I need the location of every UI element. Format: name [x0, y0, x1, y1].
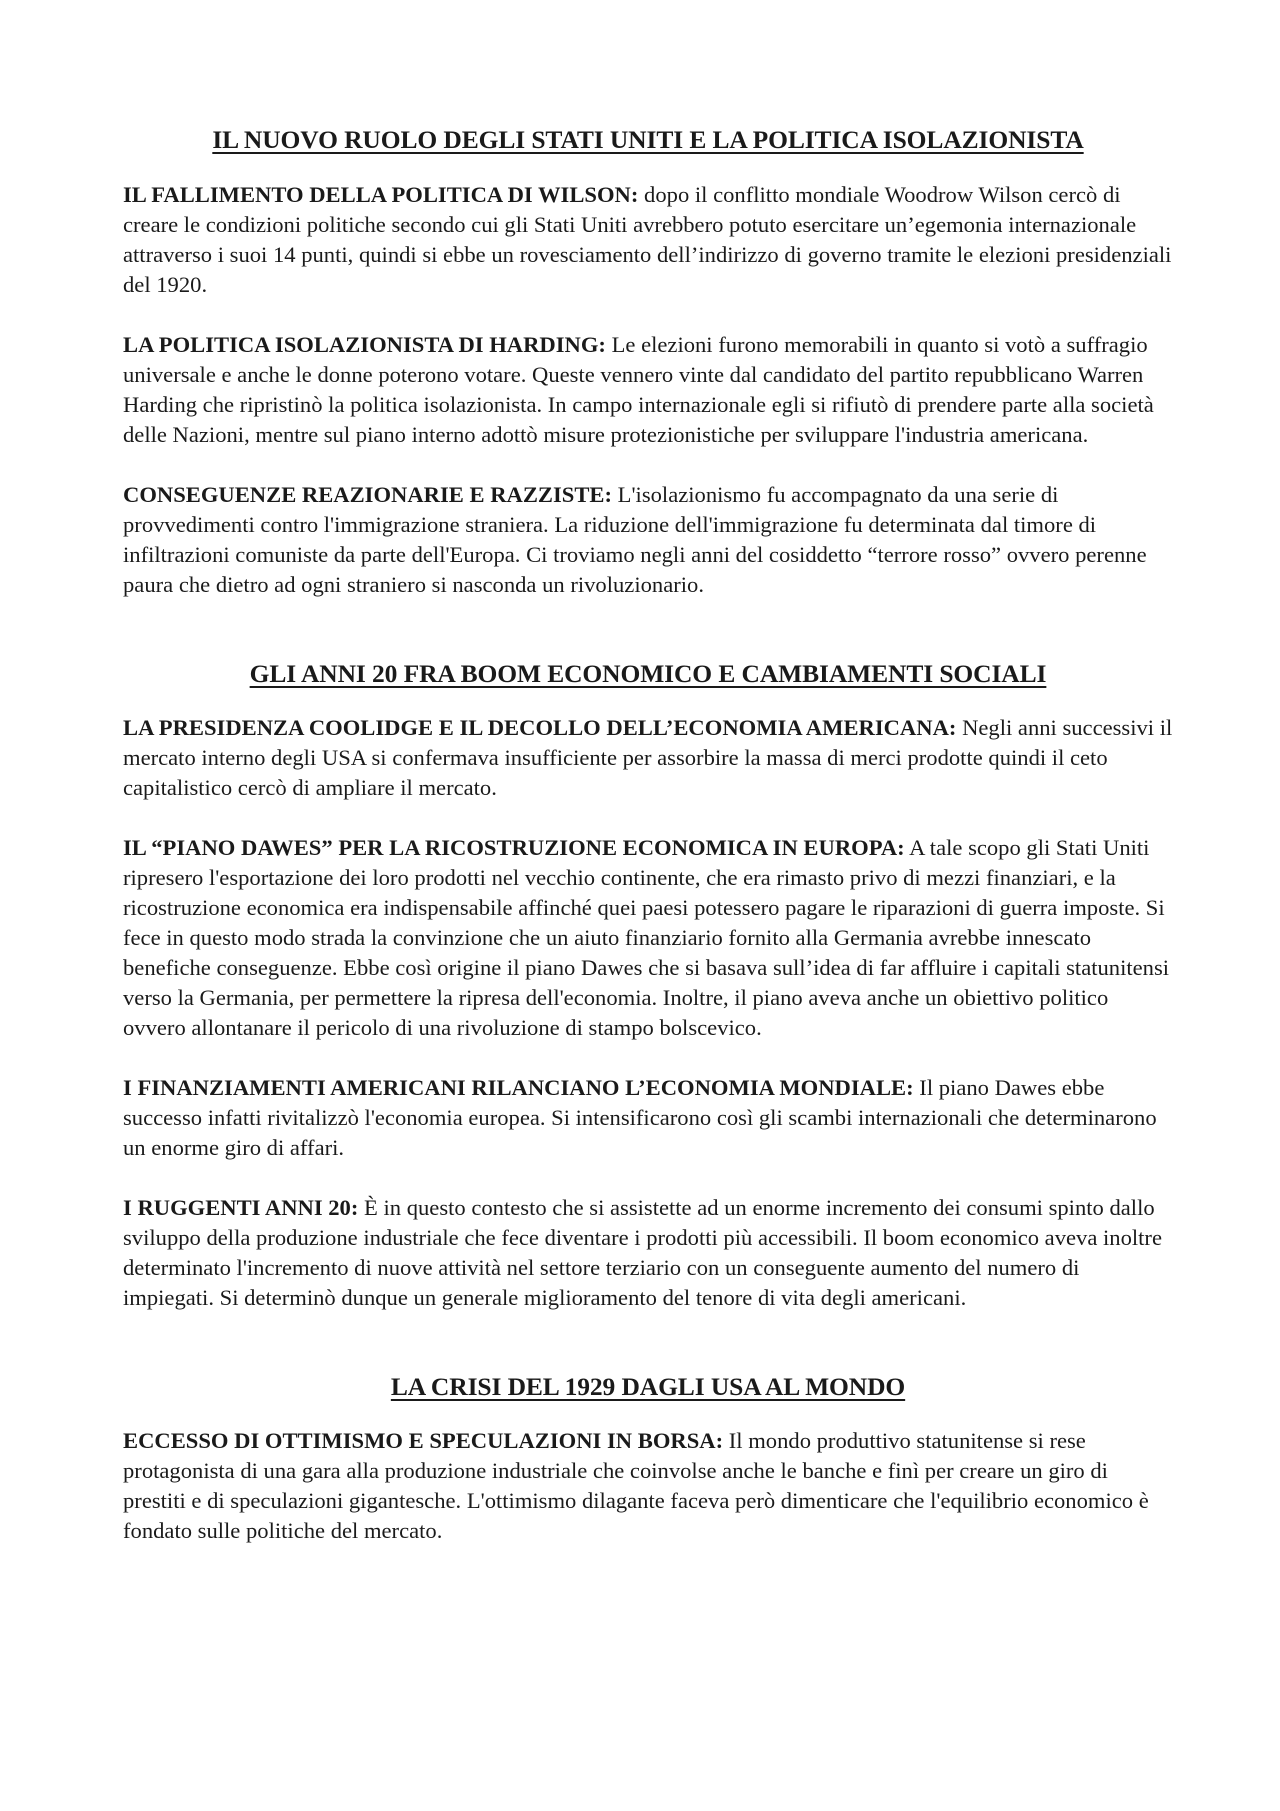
paragraph-conseguenze: [123, 480, 1173, 600]
paragraph-text: Le elezioni furono memorabili in quanto si votò a suffragio universale e anche le donne poterono votare. Queste vennero vinte dal candidato del partito repubblicano Warren Harding che ripristinò la politica isolazionista. In campo internazionale egli si rifiutò di prendere parte alla società delle Nazioni, mentre sul piano interno adottò misure protezionistiche per sviluppare l'industria americana.: [123, 332, 1154, 447]
paragraph-text: Negli anni successivi il mercato interno degli USA si confermava insufficiente per assorbire la massa di merci prodotte quindi il ceto capitalistico cercò di ampliare il mercato.: [123, 715, 1173, 800]
document-page: [123, 118, 1173, 1576]
paragraph-wilson: [123, 180, 1173, 300]
paragraph-heading: I RUGGENTI ANNI 20:: [123, 1195, 359, 1220]
paragraph-ruggenti: [123, 1193, 1173, 1313]
paragraph-heading: ECCESSO DI OTTIMISMO E SPECULAZIONI IN BORSA:: [123, 1428, 724, 1453]
paragraph-text: Il mondo produttivo statunitense si rese protagonista di una gara alla produzione industriale che coinvolse anche le banche e finì per creare un giro di prestiti e di speculazioni gigantesche. L'ottimismo dilagante faceva però dimenticare che l'equilibrio economico è fondato sulle politiche del mercato.: [123, 1428, 1149, 1543]
paragraph-text: Il piano Dawes ebbe successo infatti rivitalizzò l'economia europea. Si intensificarono così gli scambi internazionali che determinarono un enorme giro di affari.: [123, 1075, 1157, 1160]
paragraph-heading: I FINANZIAMENTI AMERICANI RILANCIANO L’ECONOMIA MONDIALE:: [123, 1075, 914, 1100]
paragraph-finanziamenti: [123, 1073, 1173, 1163]
section-title: LA CRISI DEL 1929 DAGLI USA AL MONDO: [390, 1372, 906, 1401]
paragraph-harding: [123, 330, 1173, 450]
paragraph-text: dopo il conflitto mondiale Woodrow Wilson cercò di creare le condizioni politiche secondo cui gli Stati Uniti avrebbero potuto esercitare un’egemonia internazionale attraverso i suoi 14 punti, quindi si ebbe un rovesciamento dell’indirizzo di governo tramite le elezioni presidenziali del 1920.: [123, 182, 1172, 297]
paragraph-heading: LA PRESIDENZA COOLIDGE E IL DECOLLO DELL’ECONOMIA AMERICANA:: [123, 715, 957, 740]
paragraph-heading: CONSEGUENZE REAZIONARIE E RAZZISTE:: [123, 482, 613, 507]
section-title: IL NUOVO RUOLO DEGLI STATI UNITI E LA POLITICA ISOLAZIONISTA: [212, 125, 1084, 154]
paragraph-heading: IL “PIANO DAWES” PER LA RICOSTRUZIONE ECONOMICA IN EUROPA:: [123, 835, 905, 860]
paragraph-heading: LA POLITICA ISOLAZIONISTA DI HARDING:: [123, 332, 606, 357]
paragraph-text: A tale scopo gli Stati Uniti ripresero l'esportazione dei loro prodotti nel vecchio continente, che era rimasto privo di mezzi finanziari, e la ricostruzione economica era indispensabile affinché quei paesi potessero pagare le riparazioni di guerra imposte. Si fece in questo modo strada la convinzione che un aiuto finanziario fornito alla Germania avrebbe innescato benefiche conseguenze. Ebbe così origine il piano Dawes che si basava sull’idea di far affluire i capitali statunitensi verso la Germania, per permettere la ripresa dell'economia. Inoltre, il piano aveva anche un obiettivo politico ovvero allontanare il pericolo di una rivoluzione di stampo bolscevico.: [123, 835, 1170, 1040]
paragraph-ottimismo: [123, 1426, 1173, 1546]
paragraph-dawes: [123, 833, 1173, 1043]
paragraph-coolidge: [123, 713, 1173, 803]
paragraph-heading: IL FALLIMENTO DELLA POLITICA DI WILSON:: [123, 182, 639, 207]
section-title: GLI ANNI 20 FRA BOOM ECONOMICO E CAMBIAMENTI SOCIALI: [249, 659, 1047, 688]
paragraph-text: È in questo contesto che si assistette ad un enorme incremento dei consumi spinto dallo sviluppo della produzione industriale che fece diventare i prodotti più accessibili. Il boom economico aveva inoltre determinato l'incremento di nuove attività nel settore terziario con un conseguente aumento del numero di impiegati. Si determinò dunque un generale miglioramento del tenore di vita degli americani.: [123, 1195, 1162, 1310]
paragraph-text: L'isolazionismo fu accompagnato da una serie di provvedimenti contro l'immigrazione straniera. La riduzione dell'immigrazione fu determinata dal timore di infiltrazioni comuniste da parte dell'Europa. Ci troviamo negli anni del cosiddetto “terrore rosso” ovvero perenne paura che dietro ad ogni straniero si nasconda un rivoluzionario.: [123, 482, 1147, 597]
